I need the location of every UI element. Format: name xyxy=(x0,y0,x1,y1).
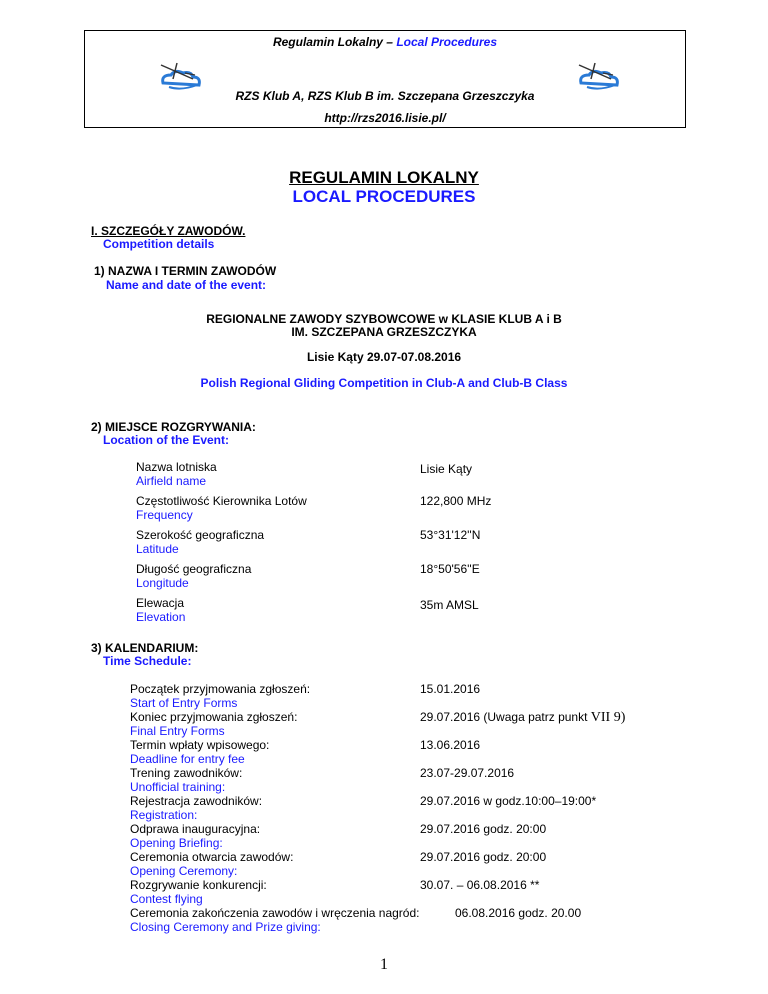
schedule-value: 13.06.2016 xyxy=(420,738,481,752)
location-label-pl: Elewacja xyxy=(136,596,185,610)
location-label-en: Elevation xyxy=(136,610,186,624)
schedule-row xyxy=(130,738,269,766)
page-number: 1 xyxy=(380,956,388,973)
schedule-label-en: Start of Entry Forms xyxy=(130,696,238,710)
schedule-value-note: VII 9) xyxy=(590,710,626,725)
location-label-pl: Szerokość geograficzna xyxy=(136,528,265,542)
schedule-label-en: Contest flying xyxy=(130,892,203,906)
item1-title-en: Name and date of the event: xyxy=(106,278,267,292)
location-label-en: Frequency xyxy=(136,508,193,522)
schedule-row xyxy=(130,822,260,850)
schedule-label-pl: Rozgrywanie konkurencji: xyxy=(130,878,267,892)
event-name-line1: REGIONALNE ZAWODY SZYBOWCOWE w KLASIE KLUB A i B xyxy=(206,312,562,326)
header-title-pl: Regulamin Lokalny – xyxy=(272,35,397,49)
schedule-label-en: Closing Ceremony and Prize giving: xyxy=(130,920,321,934)
location-label-en: Latitude xyxy=(136,542,179,556)
schedule-value: 06.08.2016 godz. 20.00 xyxy=(455,906,582,920)
schedule-label-en: Registration: xyxy=(130,808,198,822)
location-label-pl: Nazwa lotniska xyxy=(136,460,217,474)
schedule-row xyxy=(130,710,297,738)
section1-title-en: Competition details xyxy=(103,237,215,251)
location-value: 35m AMSL xyxy=(420,598,479,612)
document-header xyxy=(84,30,686,128)
schedule-value xyxy=(420,710,625,726)
section1-title-pl: I. SZCZEGÓŁY ZAWODÓW. xyxy=(91,224,246,238)
schedule-label-pl: Koniec przyjmowania zgłoszeń: xyxy=(130,710,298,724)
location-label-en: Longitude xyxy=(136,576,189,590)
header-title xyxy=(85,35,685,49)
schedule-value: 30.07. – 06.08.2016 ** xyxy=(420,878,540,892)
schedule-row xyxy=(130,850,293,878)
event-name-en: Polish Regional Gliding Competition in Club-A and Club-B Class xyxy=(200,376,568,390)
schedule-label-en: Opening Ceremony: xyxy=(130,864,238,878)
schedule-row xyxy=(130,878,267,906)
schedule-label-en: Opening Briefing: xyxy=(130,836,223,850)
schedule-label-en: Final Entry Forms xyxy=(130,724,225,738)
schedule-value-text: 29.07.2016 (Uwaga patrz punkt xyxy=(420,710,591,724)
item2-title-en: Location of the Event: xyxy=(103,433,229,447)
location-row xyxy=(136,460,217,488)
schedule-value: 29.07.2016 w godz.10:00–19:00* xyxy=(420,794,597,808)
schedule-row xyxy=(130,766,242,794)
location-row xyxy=(136,596,185,624)
schedule-label-pl: Trening zawodników: xyxy=(130,766,243,780)
schedule-label-pl: Ceremonia otwarcia zawodów: xyxy=(130,850,294,864)
schedule-label-en: Unofficial training: xyxy=(130,780,226,794)
item3-title-pl: 3) KALENDARIUM: xyxy=(91,641,199,655)
schedule-label-pl: Początek przyjmowania zgłoszeń: xyxy=(130,682,311,696)
location-row xyxy=(136,494,307,522)
header-url[interactable]: http://rzs2016.lisie.pl/ xyxy=(324,111,446,125)
schedule-row xyxy=(130,794,262,822)
item2-title-pl: 2) MIEJSCE ROZGRYWANIA: xyxy=(91,420,256,434)
location-label-pl: Częstotliwość Kierownika Lotów xyxy=(136,494,307,508)
schedule-label-en: Deadline for entry fee xyxy=(130,752,245,766)
location-value: 122,800 MHz xyxy=(420,494,492,508)
schedule-label-pl: Rejestracja zawodników: xyxy=(130,794,263,808)
schedule-row xyxy=(130,906,420,934)
location-label-en: Airfield name xyxy=(136,474,207,488)
schedule-value: 29.07.2016 godz. 20:00 xyxy=(420,822,547,836)
schedule-label-pl: Ceremonia zakończenia zawodów i wręczenia nagród: xyxy=(130,906,420,920)
location-value: 18°50'56''E xyxy=(420,562,480,576)
schedule-value: 15.01.2016 xyxy=(420,682,481,696)
location-row xyxy=(136,528,264,556)
location-label-pl: Długość geograficzna xyxy=(136,562,252,576)
event-dates: Lisie Kąty 29.07-07.08.2016 xyxy=(306,350,462,364)
schedule-row xyxy=(130,682,310,710)
event-name-line2: IM. SZCZEPANA GRZESZCZYKA xyxy=(291,325,477,339)
doc-title-pl: REGULAMIN LOKALNY xyxy=(289,168,479,187)
location-value: Lisie Kąty xyxy=(420,462,473,476)
item1-title-pl: 1) NAZWA I TERMIN ZAWODÓW xyxy=(94,264,277,278)
schedule-value: 29.07.2016 godz. 20:00 xyxy=(420,850,547,864)
schedule-value: 23.07-29.07.2016 xyxy=(420,766,515,780)
schedule-label-pl: Odprawa inauguracyjna: xyxy=(130,822,261,836)
location-value: 53°31'12''N xyxy=(420,528,481,542)
item3-title-en: Time Schedule: xyxy=(103,654,192,668)
location-row xyxy=(136,562,251,590)
header-title-en: Local Procedures xyxy=(396,35,498,49)
schedule-label-pl: Termin wpłaty wpisowego: xyxy=(130,738,270,752)
header-clubs: RZS Klub A, RZS Klub B im. Szczepana Grzeszczyka xyxy=(235,89,535,103)
doc-title-en: LOCAL PROCEDURES xyxy=(292,187,476,206)
